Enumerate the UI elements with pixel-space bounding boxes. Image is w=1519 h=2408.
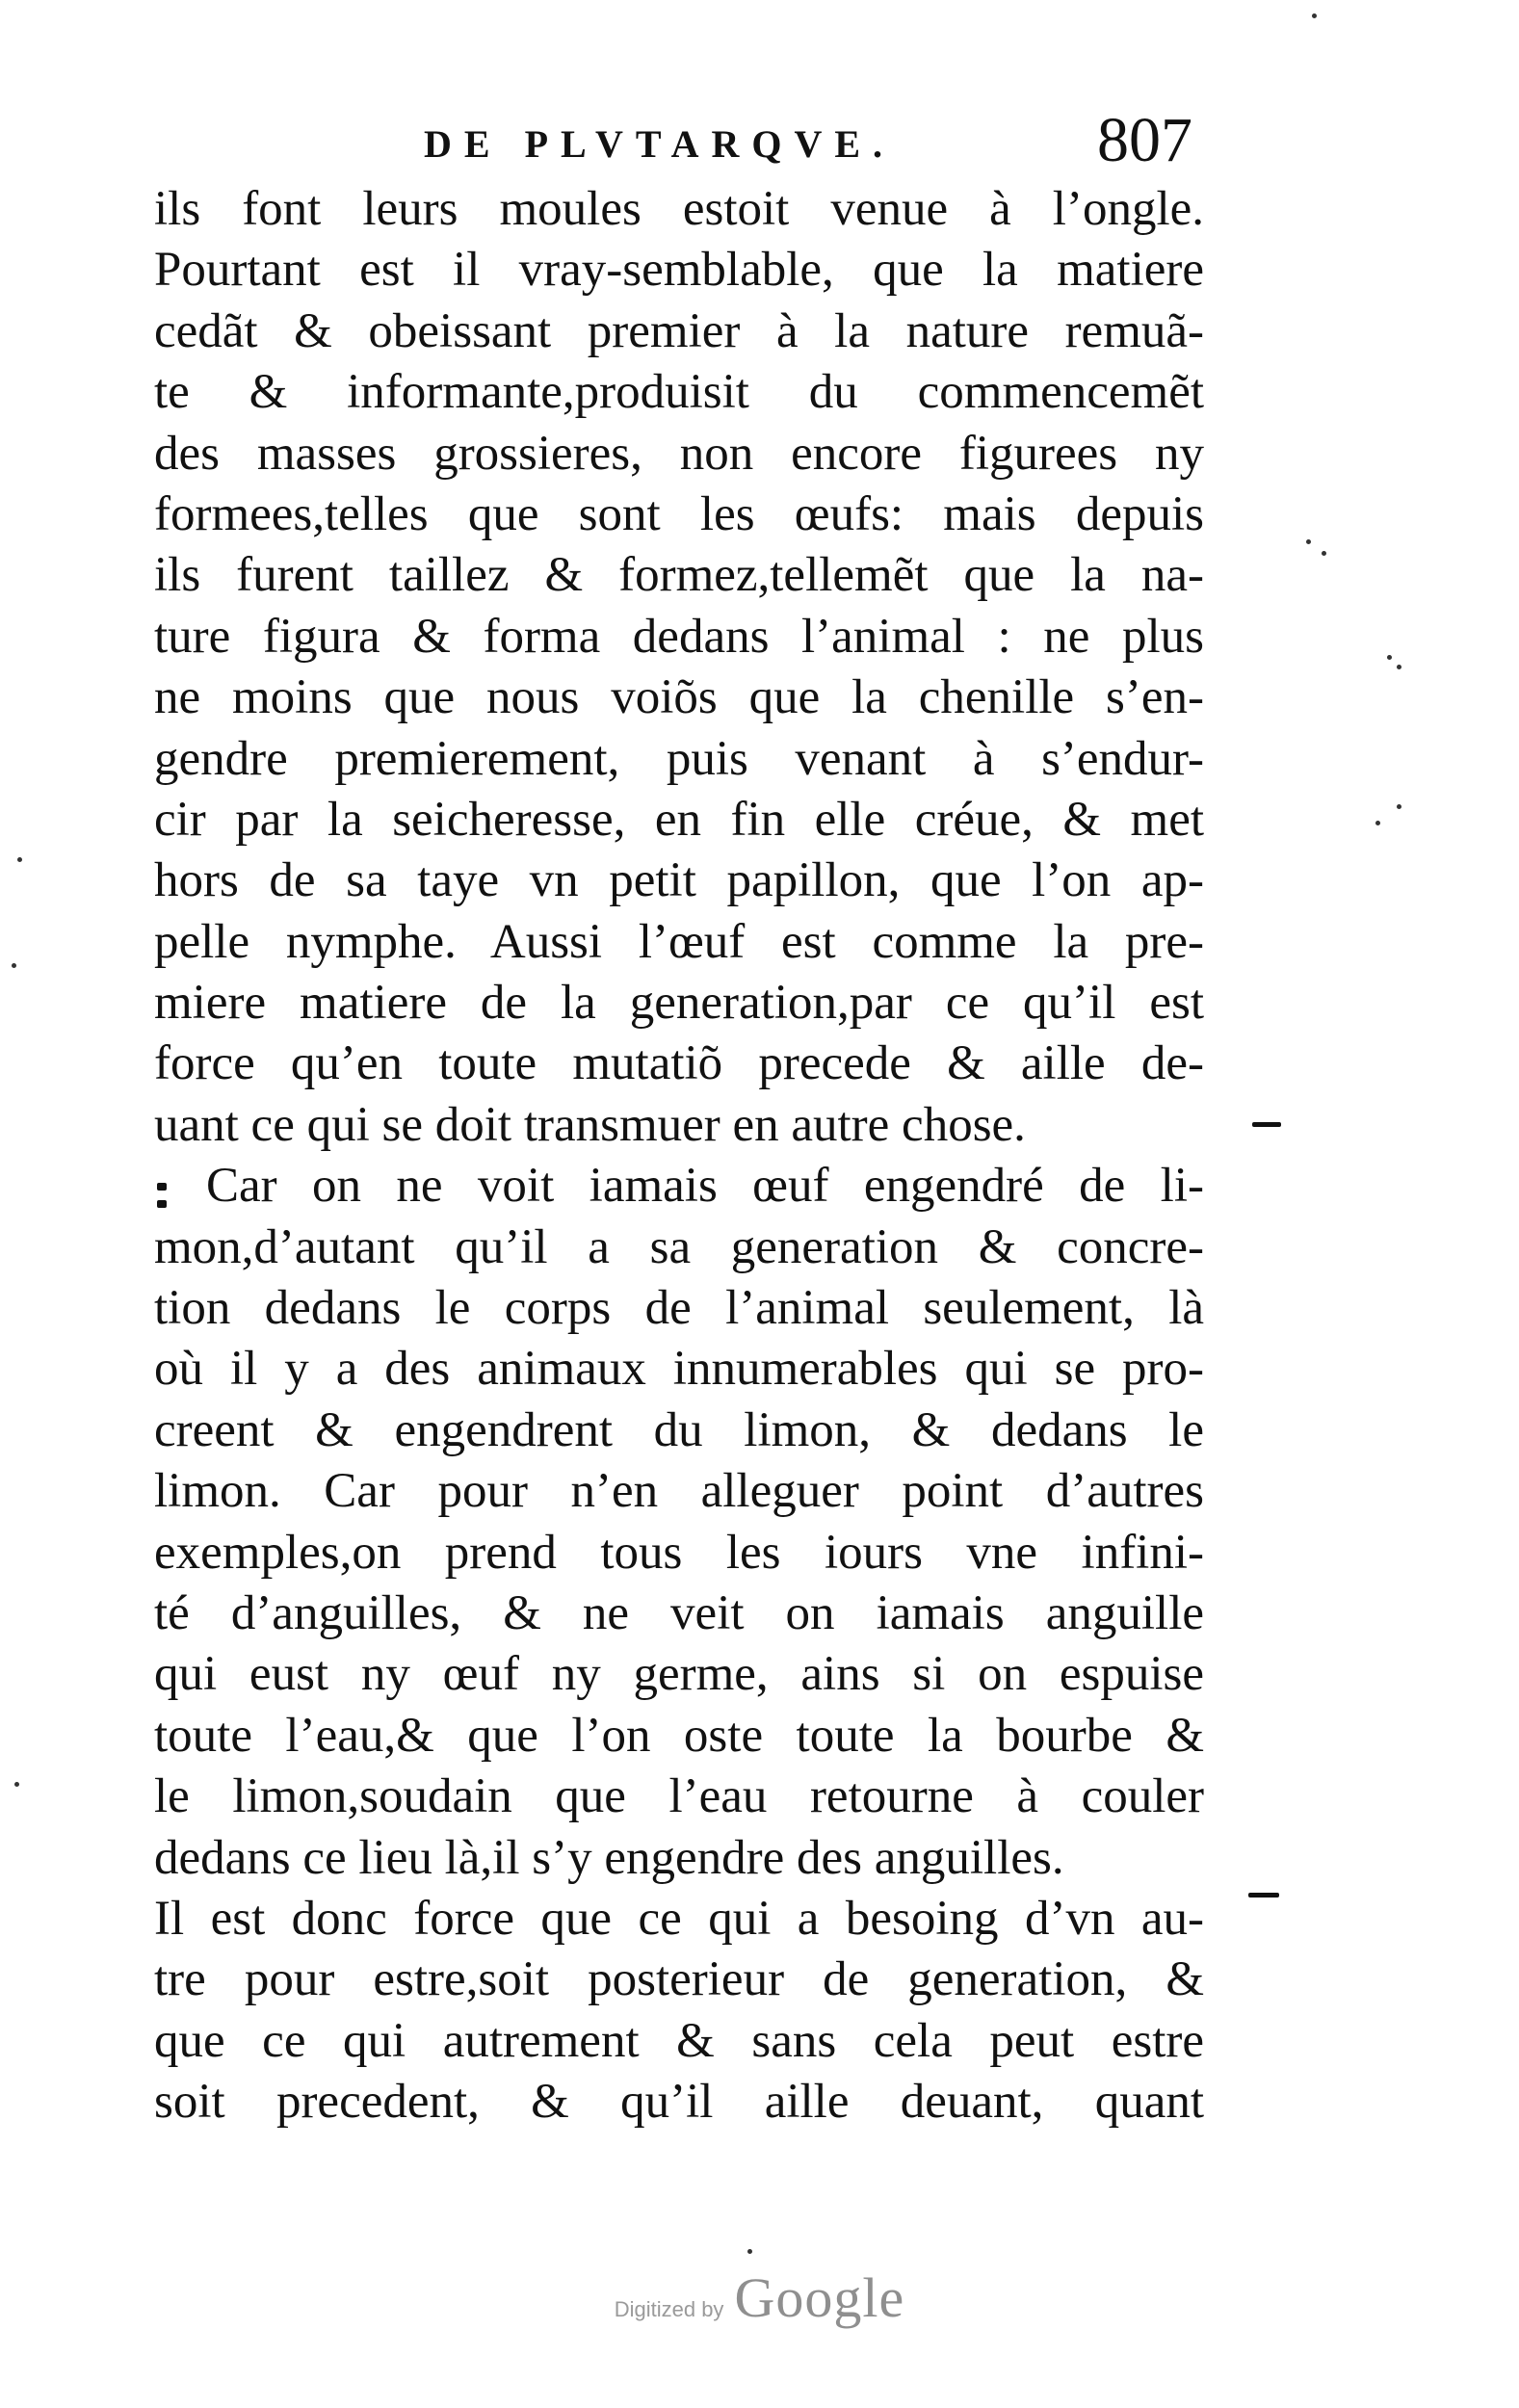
text-line: te & informante,produisit du commencemẽt — [154, 365, 1204, 420]
text-line: Pourtant est il vray-semblable, que la matiere — [154, 243, 1204, 298]
scan-speck — [17, 857, 22, 862]
text-line: hors de sa taye vn petit papillon, que l’on ap- — [154, 853, 1204, 908]
page-header — [424, 105, 1194, 181]
scan-speck — [1397, 665, 1401, 669]
google-logo: Google — [734, 2266, 905, 2329]
scan-speck — [1375, 821, 1380, 825]
text-line: que ce qui autrement & sans cela peut estre — [154, 2013, 1204, 2068]
text-line: mon,d’autant qu’il a sa generation & concre- — [154, 1219, 1204, 1274]
text-line: où il y a des animaux innumerables qui se pro- — [154, 1342, 1204, 1397]
text-line: ne moins que nous voiõs que la chenille s’en- — [154, 670, 1204, 725]
text-line: exemples,on prend tous les iours vne infini- — [154, 1525, 1204, 1580]
digitized-label: Digitized by — [614, 2297, 724, 2321]
text-line: Il est donc force que ce qui a besoing d’vn au- — [154, 1891, 1204, 1946]
scan-speck — [1312, 13, 1317, 18]
text-line: miere matiere de la generation,par ce qu’il est — [154, 976, 1204, 1031]
text-line: toute l’eau,& que l’on oste toute la bourbe & — [154, 1708, 1204, 1763]
margin-dash-mark — [1248, 1893, 1279, 1898]
scan-speck — [14, 1782, 19, 1787]
scan-speck — [1397, 804, 1401, 809]
text-line: formees,telles que sont les œufs: mais depuis — [154, 486, 1204, 541]
margin-dash-mark — [1252, 1122, 1281, 1127]
text-line: creent & engendrent du limon, & dedans le — [154, 1402, 1204, 1457]
text-line: gendre premierement, puis venant à s’endur- — [154, 731, 1204, 786]
text-line: ils furent taillez & formez,tellemẽt que la na- — [154, 548, 1204, 603]
text-line: tre pour estre,soit posterieur de generation, & — [154, 1952, 1204, 2007]
text-line: cir par la seicheresse, en fin elle créue, & met — [154, 792, 1204, 847]
paragraph-mark — [157, 1200, 167, 1208]
text-line: dedans ce lieu là,il s’y engendre des anguilles. — [154, 1830, 1064, 1885]
text-line: soit precedent, & qu’il aille deuant, quant — [154, 2075, 1204, 2130]
paragraph-mark — [157, 1183, 167, 1191]
text-line: le limon,soudain que l’eau retourne à couler — [154, 1769, 1204, 1824]
text-line: force qu’en toute mutatiõ precede & aille de- — [154, 1036, 1204, 1091]
text-line: tion dedans le corps de l’animal seulement, là — [154, 1281, 1204, 1336]
body-text — [154, 179, 1204, 2133]
scan-speck — [747, 2249, 752, 2254]
scan-speck — [12, 963, 16, 968]
text-line: ils font leurs moules estoit venue à l’ongle. — [154, 182, 1204, 236]
text-line: té d’anguilles, & ne veit on iamais anguille — [154, 1585, 1204, 1640]
text-line: qui eust ny œuf ny germe, ains si on espuise — [154, 1647, 1204, 1702]
digitized-footer — [0, 2265, 1519, 2330]
scan-speck — [1306, 539, 1311, 544]
text-line: uant ce qui se doit transmuer en autre chose. — [154, 1097, 1026, 1152]
text-line: cedãt & obeissant premier à la nature remuã- — [154, 303, 1204, 358]
scan-speck — [1387, 655, 1392, 660]
text-line: pelle nymphe. Aussi l’œuf est comme la pre- — [154, 914, 1204, 969]
text-line: ture figura & forma dedans l’animal : ne plus — [154, 609, 1204, 664]
text-line: des masses grossieres, non encore figurees ny — [154, 426, 1204, 481]
text-line: limon. Car pour n’en alleguer point d’autres — [154, 1464, 1204, 1519]
page-number: 807 — [1097, 105, 1192, 175]
scan-speck — [1322, 551, 1326, 556]
running-head: DE PLVTARQVE. — [424, 122, 896, 166]
text-line: Car on ne voit iamais œuf engendré de li- — [206, 1159, 1204, 1214]
